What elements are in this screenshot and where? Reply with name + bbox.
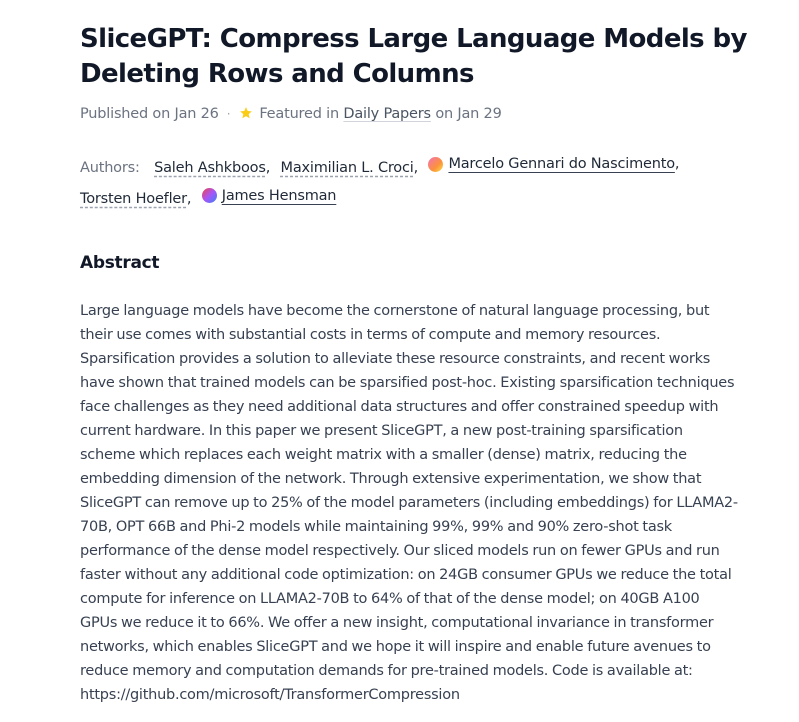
author-item[interactable]: Maximilian L. Croci , <box>281 154 418 182</box>
abstract-heading: Abstract <box>80 253 160 273</box>
author-name[interactable]: Saleh Ashkboos <box>154 159 266 176</box>
author-item[interactable]: Torsten Hoefler , <box>80 185 191 213</box>
author-item[interactable]: Marcelo Gennari do Nascimento , <box>428 150 679 178</box>
paper-meta <box>80 104 780 124</box>
authors-label: Authors: <box>80 159 140 176</box>
published-date: Published on Jan 26 <box>80 106 219 122</box>
featured-prefix: Featured in <box>259 106 339 122</box>
featured-suffix: on Jan 29 <box>435 106 502 122</box>
avatar <box>202 188 217 203</box>
authors-list <box>80 150 780 213</box>
author-item[interactable] <box>202 182 337 210</box>
author-name[interactable]: Torsten Hoefler <box>80 191 187 207</box>
paper-page <box>80 22 780 722</box>
avatar <box>428 157 443 172</box>
author-name[interactable]: James Hensman <box>221 187 337 204</box>
daily-papers-link[interactable]: Daily Papers <box>343 106 431 122</box>
author-item[interactable]: Saleh Ashkboos , <box>154 154 270 182</box>
abstract-text: Large language models have become the cornerstone of natural language processing, but their use comes with substantial costs in terms of compute and memory resources. Sparsification provides a solution to alleviate these resource constraints, and recent works have shown that trained models can be sparsified post-hoc. Existing sparsification techniques face challenges as they need additional data structures and offer constrained speedup with current hardware. In this paper we present SliceGPT, a new post-training sparsification scheme which replaces each weight matrix with a smaller (dense) matrix, reducing the embedding dimension of the network. Through extensive experimentation, we show that SliceGPT can remove up to 25% of the model parameters (including embeddings) for LLAMA2-70B, OPT 66B and Phi-2 models while maintaining 99%, 99% and 90% zero-shot task performance of the dense model respectively. Our sliced models run on fewer GPUs and run faster without any additional code optimization: on 24GB consumer GPUs we reduce the total compute for inference on LLAMA2-70B to 64% of that of the dense model; on 40GB A100 GPUs we reduce it to 66%. We offer a new insight, computational invariance in transformer networks, which enables SliceGPT and we hope it will inspire and enable future avenues to reduce memory and computation demands for pre-trained models. Code is available at: https://github.com/microsoft/TransformerCompression <box>80 303 738 703</box>
separator-dot: · <box>226 107 231 121</box>
paper-title: SliceGPT: Compress Large Language Models by Deleting Rows and Columns <box>80 24 747 89</box>
author-name[interactable]: Maximilian L. Croci <box>280 159 414 176</box>
author-name[interactable]: Marcelo Gennari do Nascimento <box>448 156 675 172</box>
star-icon <box>239 106 253 120</box>
